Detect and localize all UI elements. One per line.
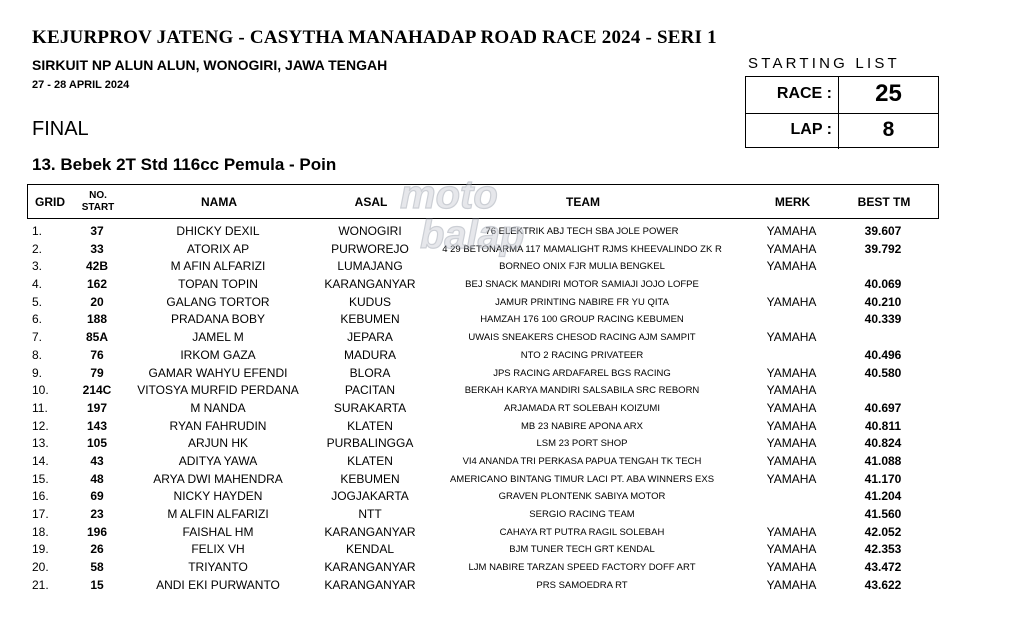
grid-cell: 1. [32, 224, 43, 238]
bike-brand: YAMAHA [766, 560, 817, 575]
bike-brand [759, 311, 824, 329]
team-name: BERKAH KARYA MANDIRI SALSABILA SRC REBORN [464, 385, 700, 397]
grid-cell: 13. [32, 436, 49, 451]
grid-cell: 20. [32, 560, 49, 575]
rider-origin: KUDUS [348, 294, 391, 309]
rider-origin: JOGJAKARTA [331, 489, 409, 504]
start-number: 79 [90, 365, 104, 380]
grid-cell: 7. [32, 330, 43, 345]
team-name: ARJAMADA RT SOLEBAH KOIZUMI [504, 402, 660, 414]
rider-name: ADITYA YAWA [178, 453, 258, 468]
bike-brand: YAMAHA [766, 471, 817, 486]
bike-brand: YAMAHA [766, 436, 817, 451]
table-row [27, 541, 939, 559]
rider-name: JAMEL M [192, 330, 244, 345]
header-no-start-line1: NO. [89, 189, 107, 201]
table-row [27, 524, 939, 542]
table-row [27, 347, 939, 365]
table-row [27, 258, 939, 276]
rider-origin: KLATEN [347, 453, 393, 468]
starting-list-table [27, 223, 939, 594]
header-team: TEAM [566, 194, 600, 209]
start-number: 33 [90, 241, 104, 256]
team-name: 76 ELEKTRIK ABJ TECH SBA JOLE POWER [485, 226, 679, 237]
grid-cell: 4. [32, 277, 43, 292]
bike-brand: YAMAHA [766, 330, 817, 345]
team-name: NTO 2 RACING PRIVATEER [520, 349, 644, 361]
grid-cell: 10. [32, 383, 49, 398]
team-name: JPS RACING ARDAFAREL BGS RACING [493, 367, 671, 379]
team-name: SERGIO RACING TEAM [529, 509, 635, 520]
team-name: GRAVEN PLONTENK SABIYA MOTOR [498, 491, 666, 503]
rider-name: NICKY HAYDEN [173, 489, 263, 504]
rider-name: FAISHAL HM [182, 524, 254, 539]
start-number: 162 [86, 277, 108, 292]
start-number: 26 [90, 542, 104, 557]
bike-brand [759, 488, 824, 506]
table-row [27, 559, 939, 577]
race-row [746, 77, 938, 114]
event-dates: 27 - 28 APRIL 2024 [32, 79, 130, 91]
best-time: 43.472 [864, 560, 902, 575]
rider-origin: KARANGANYAR [324, 524, 416, 539]
bike-brand: YAMAHA [766, 453, 817, 468]
best-time: 39.607 [864, 224, 902, 238]
document-title: KEJURPROV JATENG - CASYTHA MANAHADAP ROAD RACE 2024 - SERI 1 [32, 27, 717, 48]
header-no-start-line2: START [81, 201, 115, 213]
grid-cell: 21. [32, 577, 49, 592]
best-time: 40.496 [864, 347, 902, 362]
race-info-box [745, 76, 939, 148]
rider-name: M AFIN ALFARIZI [170, 259, 266, 274]
header-best-time: BEST TM [857, 194, 911, 209]
table-row [27, 294, 939, 312]
best-time: 40.339 [864, 312, 902, 327]
table-row [27, 329, 939, 347]
start-number: 43 [90, 453, 104, 468]
start-number: 214C [82, 383, 112, 398]
grid-cell: 5. [32, 294, 43, 309]
table-row [27, 400, 939, 418]
lap-label: LAP : [746, 113, 839, 149]
start-number: 48 [90, 471, 104, 486]
rider-name: IRKOM GAZA [180, 347, 256, 362]
rider-name: GALANG TORTOR [166, 294, 270, 309]
start-number: 76 [90, 347, 104, 362]
bike-brand: YAMAHA [766, 418, 817, 433]
header-merk: MERK [774, 194, 811, 209]
start-number: 37 [90, 224, 104, 238]
session-label: FINAL [32, 118, 89, 140]
rider-origin: KEBUMEN [340, 312, 400, 327]
start-number: 42B [85, 259, 108, 274]
start-number: 58 [90, 560, 104, 575]
grid-cell: 17. [32, 507, 49, 521]
start-number: 197 [86, 400, 108, 415]
rider-name: TOPAN TOPIN [178, 277, 258, 292]
grid-cell: 12. [32, 418, 49, 433]
rider-name: PRADANA BOBY [170, 312, 266, 327]
rider-name: RYAN FAHRUDIN [169, 418, 267, 433]
team-name: PRS SAMOEDRA RT [536, 579, 628, 591]
venue: SIRKUIT NP ALUN ALUN, WONOGIRI, JAWA TENGAH [32, 57, 388, 73]
table-row [27, 382, 939, 400]
best-time: 40.580 [864, 365, 902, 380]
best-time [852, 258, 914, 276]
start-number: 15 [90, 577, 104, 592]
table-row [27, 506, 939, 524]
bike-brand [759, 276, 824, 294]
start-number: 196 [86, 524, 108, 539]
grid-cell: 18. [32, 524, 49, 539]
lap-row [746, 113, 938, 149]
start-number: 188 [86, 312, 108, 327]
team-name: MB 23 NABIRE APONA ARX [521, 420, 643, 432]
header-grid: GRID [35, 194, 65, 209]
table-row [27, 453, 939, 471]
team-name: AMERICANO BINTANG TIMUR LACI PT. ABA WINNERS EXS [449, 473, 715, 485]
rider-name: ARJUN HK [187, 436, 248, 451]
start-number: 23 [90, 507, 104, 521]
rider-origin: PURBALINGGA [326, 436, 414, 451]
grid-cell: 15. [32, 471, 49, 486]
rider-name: TRIYANTO [188, 560, 248, 575]
rider-origin: WONOGIRI [338, 224, 402, 238]
bike-brand: YAMAHA [766, 577, 817, 592]
rider-name: M NANDA [190, 400, 246, 415]
table-row [27, 488, 939, 506]
team-name: BJM TUNER TECH GRT KENDAL [509, 544, 655, 556]
table-row [27, 276, 939, 294]
team-name: 4 29 BETONARMA 117 MAMALIGHT RJMS KHEEVALINDO ZK R [442, 243, 722, 255]
grid-cell: 9. [32, 365, 43, 380]
rider-name: VITOSYA MURFID PERDANA [137, 383, 299, 398]
rider-origin: SURAKARTA [333, 400, 407, 415]
grid-cell: 2. [32, 241, 43, 256]
table-row [27, 577, 939, 595]
rider-origin: BLORA [349, 365, 391, 380]
watermark-text-2: balap [420, 213, 525, 257]
header-nama: NAMA [201, 194, 237, 209]
bike-brand: YAMAHA [766, 542, 817, 557]
table-row [27, 471, 939, 489]
header-no-start [74, 185, 122, 218]
grid-cell: 8. [32, 347, 43, 362]
bike-brand: YAMAHA [766, 224, 817, 238]
grid-cell: 14. [32, 453, 49, 468]
bike-brand [759, 506, 824, 524]
bike-brand: YAMAHA [766, 294, 817, 309]
starting-list-title: STARTING LIST [748, 55, 900, 72]
rider-origin: KARANGANYAR [324, 577, 416, 592]
table-row [27, 311, 939, 329]
best-time: 40.069 [864, 277, 902, 292]
rider-name: ATORIX AP [186, 241, 250, 256]
team-name: CAHAYA RT PUTRA RAGIL SOLEBAH [499, 526, 665, 538]
start-number: 69 [90, 489, 104, 504]
rider-name: M ALFIN ALFARIZI [167, 507, 269, 521]
start-number: 20 [90, 294, 104, 309]
start-number: 85A [85, 330, 108, 345]
bike-brand: YAMAHA [766, 259, 817, 274]
rider-origin: MADURA [343, 347, 396, 362]
grid-cell: 16. [32, 489, 49, 504]
table-row [27, 418, 939, 436]
grid-cell: 3. [32, 259, 43, 274]
rider-origin: KARANGANYAR [324, 277, 416, 292]
grid-cell: 6. [32, 312, 43, 327]
best-time: 41.088 [864, 453, 902, 468]
best-time: 40.697 [864, 400, 902, 415]
lap-count: 8 [882, 118, 895, 141]
rider-origin: JEPARA [347, 330, 393, 345]
best-time: 40.210 [864, 294, 902, 309]
rider-origin: LUMAJANG [337, 259, 403, 274]
rider-name: DHICKY DEXIL [176, 224, 260, 238]
rider-origin: NTT [358, 507, 382, 521]
team-name: BEJ SNACK MANDIRI MOTOR SAMIAJI JOJO LOFPE [465, 279, 699, 291]
rider-name: ANDI EKI PURWANTO [156, 577, 280, 592]
start-number: 105 [86, 436, 108, 451]
team-name: HAMZAH 176 100 GROUP RACING KEBUMEN [480, 314, 684, 326]
best-time: 40.811 [864, 418, 902, 433]
best-time: 42.052 [864, 524, 902, 539]
rider-origin: KLATEN [347, 418, 393, 433]
team-name: LJM NABIRE TARZAN SPEED FACTORY DOFF ART [468, 562, 696, 574]
best-time: 41.170 [864, 471, 902, 486]
best-time: 40.824 [864, 436, 902, 451]
start-number: 143 [86, 418, 108, 433]
rider-name: FELIX VH [191, 542, 245, 557]
best-time: 41.560 [864, 507, 902, 521]
team-name: BORNEO ONIX FJR MULIA BENGKEL [499, 261, 665, 273]
team-name: LSM 23 PORT SHOP [536, 438, 628, 450]
rider-origin: KENDAL [345, 542, 395, 557]
bike-brand: YAMAHA [766, 400, 817, 415]
team-name: VI4 ANANDA TRI PERKASA PAPUA TENGAH TK TECH [462, 455, 702, 467]
bike-brand: YAMAHA [766, 241, 817, 256]
bike-brand: YAMAHA [766, 365, 817, 380]
team-name: UWAIS SNEAKERS CHESOD RACING AJM SAMPIT [468, 332, 696, 344]
rider-origin: KEBUMEN [340, 471, 400, 486]
grid-cell: 11. [32, 400, 48, 415]
bike-brand: YAMAHA [766, 524, 817, 539]
watermark-text-1: moto [400, 173, 498, 217]
table-row [27, 365, 939, 383]
rider-origin: KARANGANYAR [324, 560, 416, 575]
best-time: 41.204 [864, 489, 902, 504]
rider-origin: PURWOREJO [331, 241, 409, 256]
bike-brand: YAMAHA [766, 383, 817, 398]
race-number: 25 [875, 80, 902, 107]
bike-brand [759, 347, 824, 365]
best-time [852, 382, 914, 400]
header-asal: ASAL [354, 194, 388, 209]
table-row [27, 435, 939, 453]
grid-cell: 19. [32, 542, 49, 557]
team-name: JAMUR PRINTING NABIRE FR YU QITA [495, 296, 669, 308]
best-time: 39.792 [864, 241, 902, 256]
rider-origin: PACITAN [344, 383, 396, 398]
best-time [852, 329, 914, 347]
rider-name: ARYA DWI MAHENDRA [153, 471, 283, 486]
best-time: 43.622 [864, 577, 902, 592]
rider-name: GAMAR WAHYU EFENDI [148, 365, 288, 380]
race-label: RACE : [746, 77, 839, 113]
watermark-logo [390, 168, 580, 258]
best-time: 42.353 [864, 542, 902, 557]
class-category: 13. Bebek 2T Std 116cc Pemula - Poin [32, 155, 337, 174]
